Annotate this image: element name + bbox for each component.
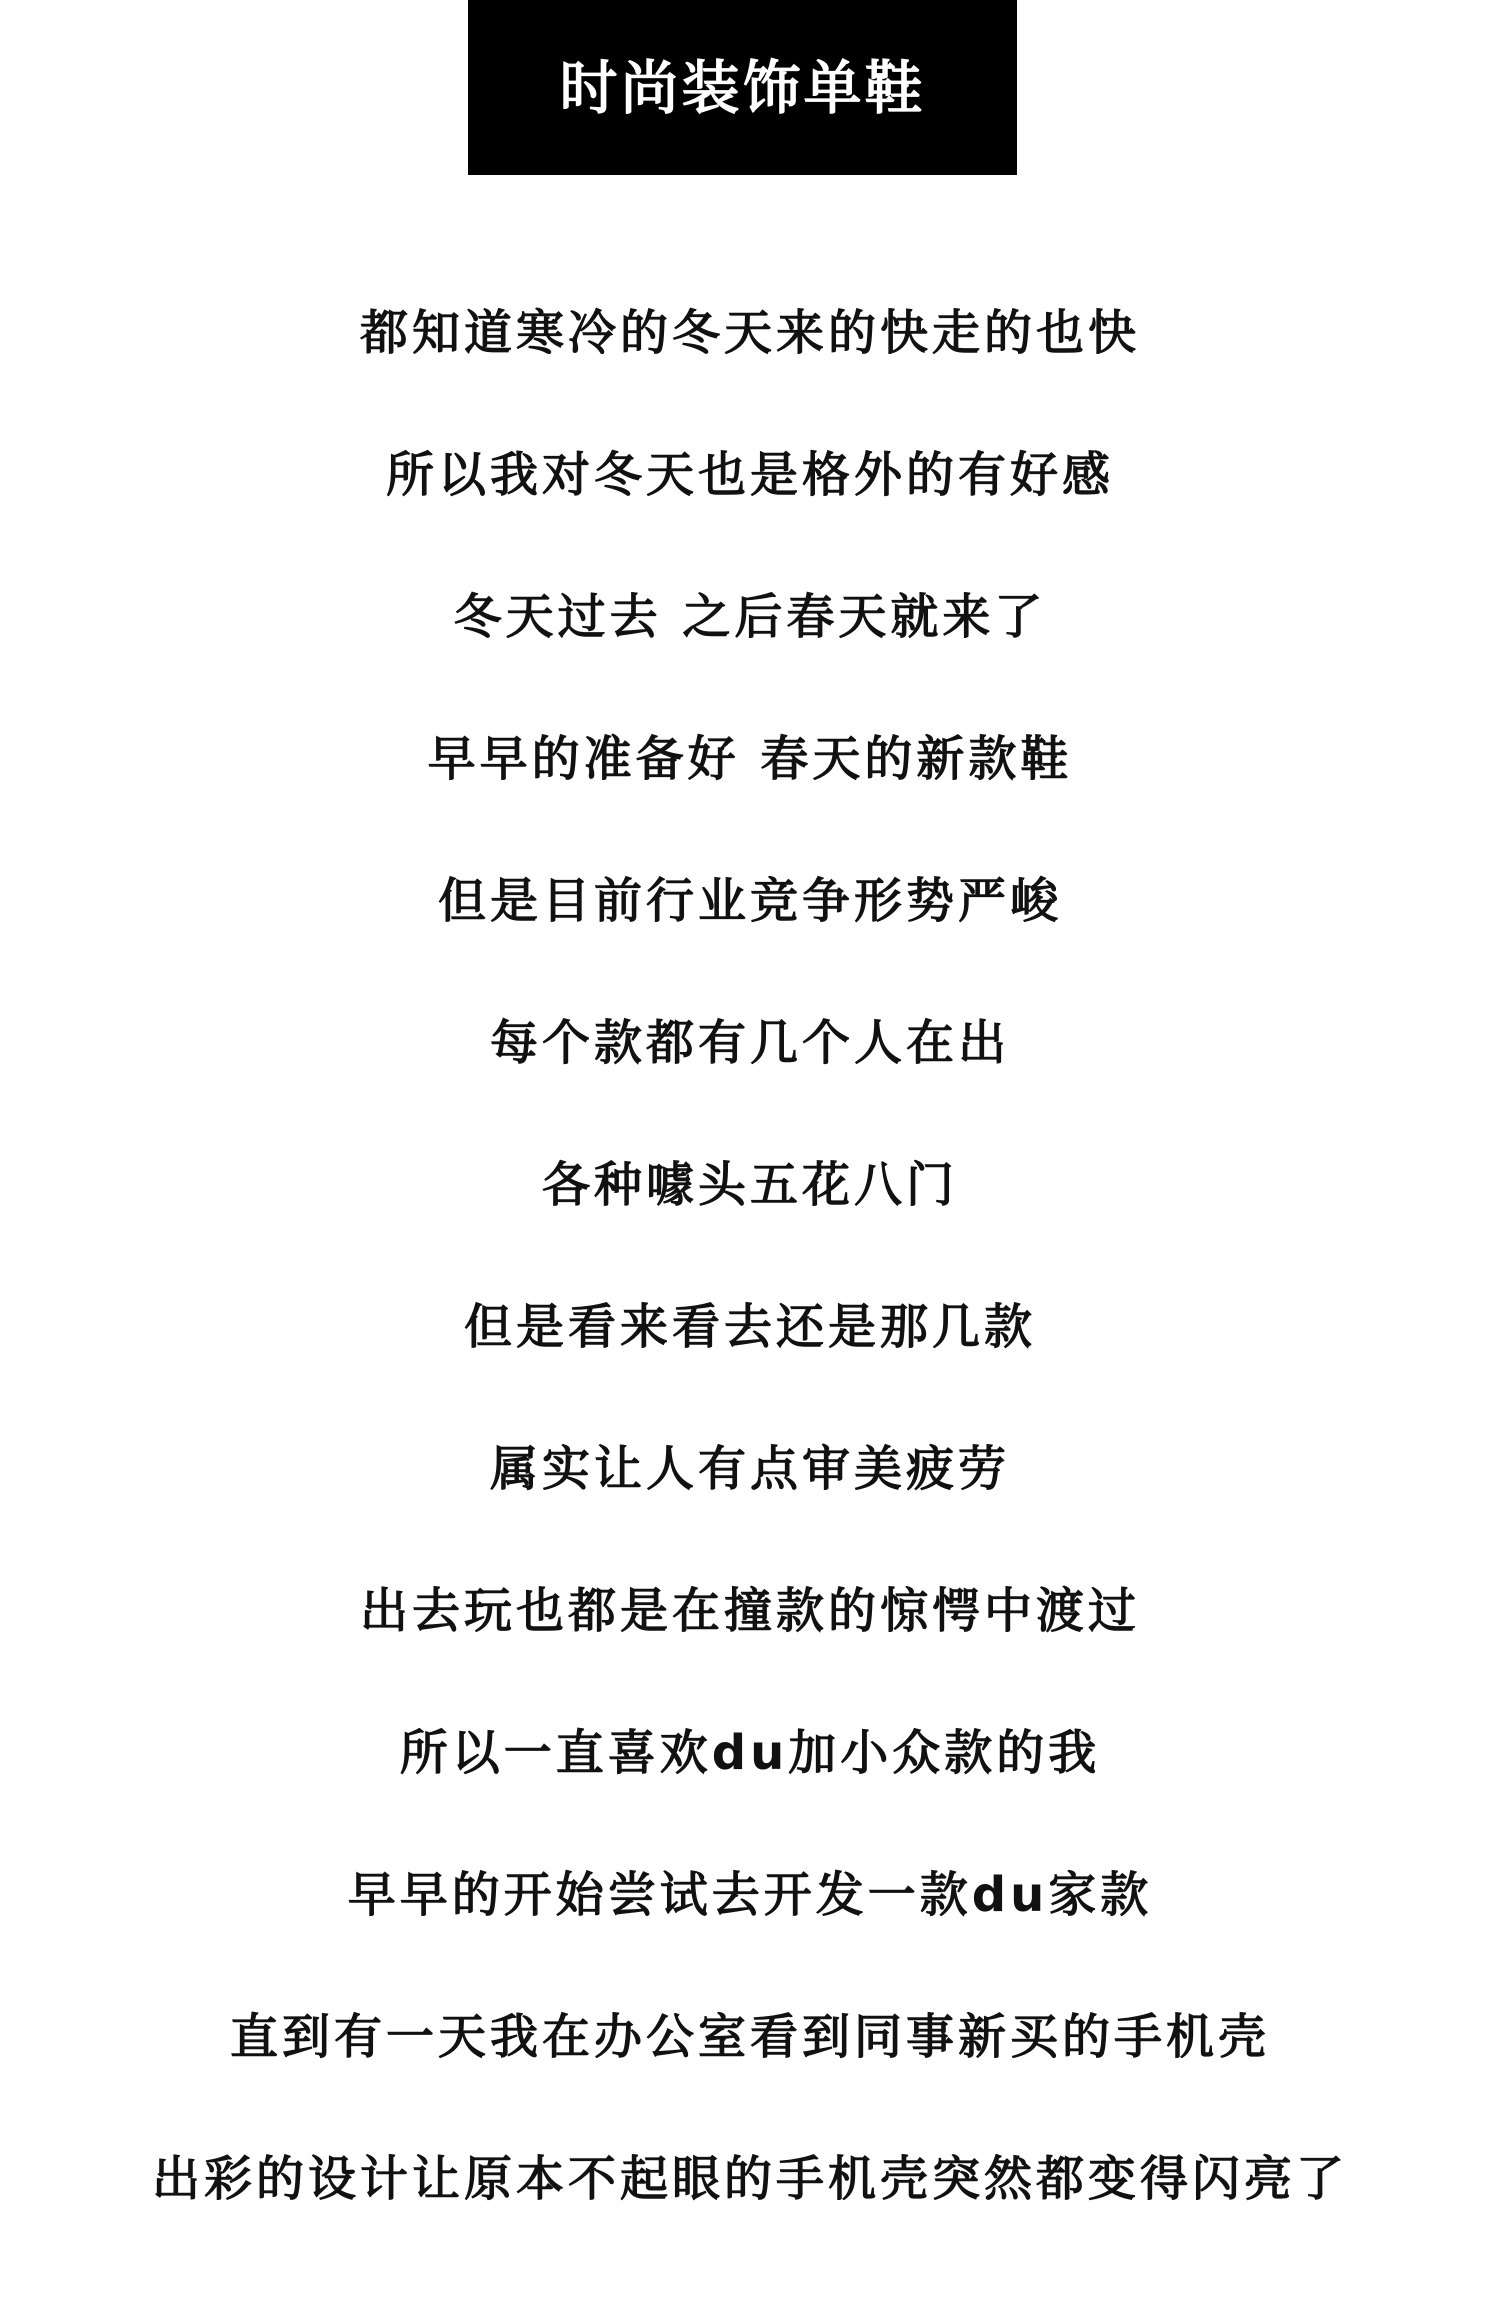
text-line: 但是看来看去还是那几款: [463, 1299, 1036, 1355]
text-line: 各种噱头五花八门: [541, 1157, 958, 1213]
page-title: 时尚装饰单鞋: [559, 53, 926, 122]
text-line: 早早的开始尝试去开发一款du家款: [347, 1867, 1153, 1923]
text-line: 出去玩也都是在撞款的惊愕中渡过: [359, 1583, 1140, 1639]
text-line: 但是目前行业竞争形势严峻: [437, 873, 1062, 929]
title-banner: [468, 0, 1017, 175]
text-body: [0, 262, 1500, 2250]
text-line: 所以我对冬天也是格外的有好感: [385, 447, 1114, 503]
text-line: 都知道寒冷的冬天来的快走的也快: [359, 305, 1140, 361]
text-line: 所以一直喜欢du加小众款的我: [399, 1725, 1101, 1781]
text-line: 早早的准备好 春天的新款鞋: [427, 731, 1073, 787]
text-line: 冬天过去 之后春天就来了: [453, 589, 1047, 645]
text-line: 出彩的设计让原本不起眼的手机壳突然都变得闪亮了: [151, 2151, 1348, 2207]
text-line: 直到有一天我在办公室看到同事新买的手机壳: [229, 2009, 1270, 2065]
text-line: 属实让人有点审美疲劳: [489, 1441, 1010, 1497]
text-line: 每个款都有几个人在出: [489, 1015, 1010, 1071]
